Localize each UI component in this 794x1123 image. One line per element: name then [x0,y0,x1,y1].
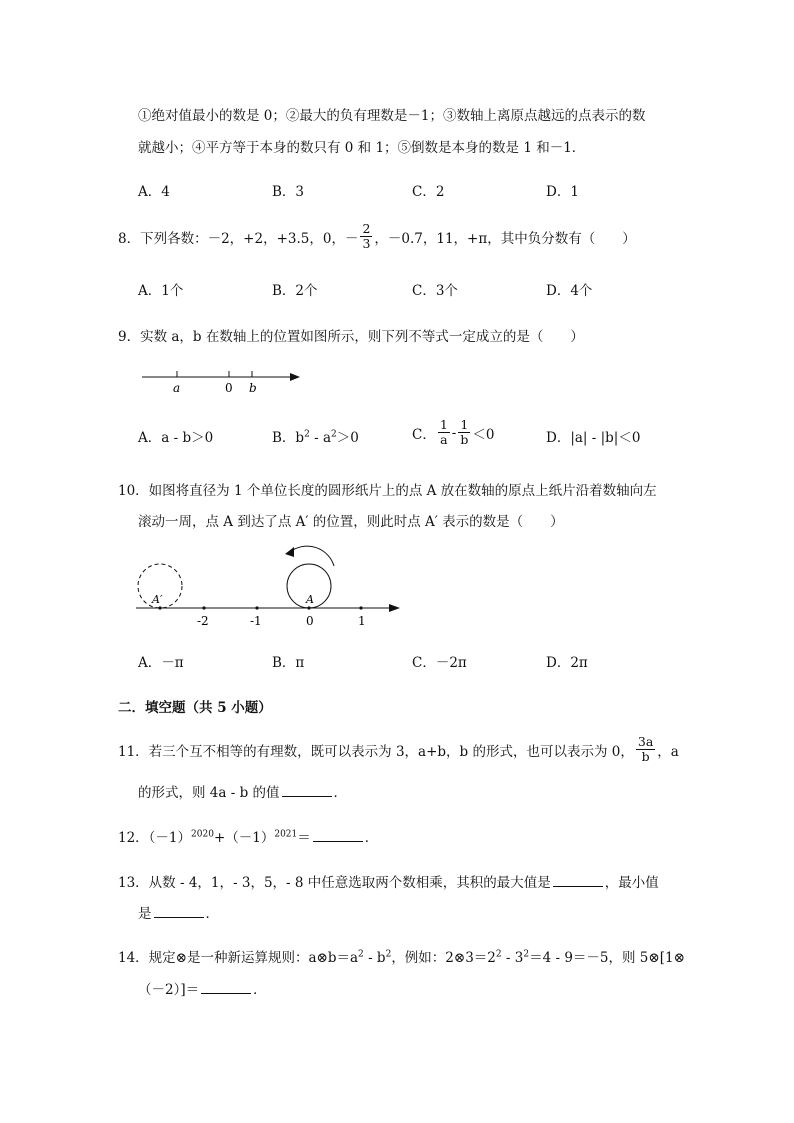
q9-option-b-mid: - a [309,430,331,446]
q9-label-b: b [249,381,257,395]
q10-tick-neg1 [255,606,258,609]
q12-exp2: 2021 [274,829,298,840]
q9-option-c-minus: - [451,424,457,441]
q9-number-line-figure [140,362,310,396]
q14-stem-line2 [138,978,267,998]
q9-option-c-f2-num: 1 [460,417,469,432]
q11-stem-line2 [138,781,347,801]
q10-point-a-prime [158,606,161,609]
q14-answer-blank[interactable] [201,981,251,994]
q10-rolling-arrow-head [285,547,294,557]
q11-line1-before: 11．若三个互不相等的有理数，既可以表示为 3，a+b，b 的形式，也可以表示为 0， [118,743,634,760]
q13-max-answer-blank[interactable] [553,874,603,887]
q9-option-c-suffix: ＜0 [472,426,495,443]
q8-option-d[interactable]: D．4个 [546,283,593,299]
q14-sup2: 2 [385,949,392,960]
q9-option-c-f1-num: 1 [439,417,448,432]
q8-stem-after: ，－0.7，11，+π，其中负分数有（ ） [374,230,636,247]
q10-stem-line1: 10．如图将直径为 1 个单位长度的圆形纸片上的点 A 放在数轴的原点上纸片沿着数轴向左 [118,483,657,499]
q14-mid2: ，例如：2⊗3＝2 [391,950,496,966]
q8-option-b[interactable]: B．2个 [272,283,318,299]
q14-line2-before: （－2）]＝ [138,982,200,998]
q9-option-c-fraction2 [458,418,470,448]
q14-line1: 14．规定⊗是一种新运算规则：a⊗b＝a [118,950,359,966]
q11-answer-blank[interactable] [282,784,332,797]
q11-fraction-denominator: b [641,749,650,765]
q12-eq: ＝ [297,830,311,846]
q13-line2-after: ． [205,906,219,922]
q9-option-a[interactable]: A．a - b＞0 [138,430,214,446]
q10-option-b[interactable]: B．π [272,655,305,671]
q10-rolling-circle-figure [130,540,410,632]
q9-option-c-prefix: C． [412,426,436,443]
q9-option-b-exp2: 2 [331,429,337,440]
q10-label-a: A [306,593,314,606]
q11-stem-line1 [118,735,679,765]
q10-label-1: 1 [358,614,366,628]
q13-line1-after: ，最小值 [604,875,659,891]
q8-option-c[interactable]: C．3个 [412,283,458,299]
q9-option-b-suffix: ＞0 [336,430,359,446]
q14-sup1: 2 [358,949,364,960]
q8-fraction [360,222,372,252]
q13-line1-before: 13．从数 - 4，1，- 3，5，- 8 中任意选取两个数相乘，其积的最大值是 [118,875,551,891]
q13-min-answer-blank[interactable] [154,905,204,918]
q10-option-d[interactable]: D．2π [546,655,588,671]
q10-stem-line2: 滚动一周，点 A 到达了点 A′ 的位置，则此时点 A′ 表示的数是（ ） [138,514,564,530]
q9-axis-arrow [290,373,300,381]
q8-stem [118,222,636,252]
q7-option-a[interactable]: A．4 [138,184,170,200]
q8-option-a[interactable]: A．1个 [138,283,184,299]
q9-label-0: 0 [225,381,233,395]
q7-option-d[interactable]: D．1 [546,184,579,200]
q14-stem-line1 [118,946,685,966]
q11-line2-before: 的形式，则 4a - b 的值 [138,785,280,801]
q9-option-c[interactable] [412,418,494,448]
q7-option-b[interactable]: B．3 [272,184,305,200]
q8-fraction-numerator: 2 [362,221,371,236]
q11-line1-after: ，a [657,743,679,760]
q10-label-0: 0 [306,614,314,628]
q7-option-c[interactable]: C．2 [412,184,445,200]
q14-sup4: 2 [523,949,530,960]
q10-label-neg1: -1 [250,614,262,628]
q14-line2-after: ． [253,982,267,998]
q7-statement-line1: ①绝对值最小的数是 0；②最大的负有理数是－1；③数轴上离原点越远的点表示的数 [138,108,646,124]
q14-mid3: - 3 [501,950,524,966]
q9-option-b[interactable] [272,426,359,446]
section-fill-in-title: 二．填空题（共 5 小题） [118,700,272,716]
q13-line2-before: 是 [138,906,152,922]
q9-option-b-prefix: B．b [272,430,305,446]
q9-option-c-f1-den: a [440,432,448,448]
q9-option-c-f2-den: b [460,432,469,448]
q8-stem-before: 8．下列各数：－2，+2，+3.5，0，－ [118,230,359,247]
q9-option-b-exp1: 2 [304,429,310,440]
q11-fraction [636,735,655,765]
q8-fraction-denominator: 3 [362,236,371,252]
q10-axis-arrow [389,604,400,612]
q11-fraction-numerator: 3a [637,734,654,749]
q11-line2-after: ． [333,785,348,801]
q12-answer-blank[interactable] [313,829,363,842]
q9-stem: 9．实数 a，b 在数轴上的位置如图所示，则下列不等式一定成立的是（ ） [118,329,584,345]
q14-tail: ＝4 - 9＝－5，则 5⊗[1⊗ [529,950,685,966]
q10-option-c[interactable]: C．－2π [412,655,467,671]
q9-option-c-fraction1 [438,418,450,448]
q10-tick-1 [359,606,362,609]
q10-rolling-arrow-path [290,546,334,566]
q10-tick-0 [307,606,310,609]
q12-prefix: 12．（－1） [118,830,192,846]
q12-suffix: ． [364,830,379,846]
q13-stem-line2 [138,902,219,922]
q14-mid1: - b [363,950,386,966]
q12-stem [118,826,378,846]
q13-stem-line1 [118,871,659,891]
q10-label-a-prime: A′ [152,593,163,606]
q10-label-neg2: -2 [197,614,209,628]
q9-label-a: a [173,381,181,395]
q10-option-a[interactable]: A．－π [138,655,184,671]
q14-sup3: 2 [495,949,502,960]
q12-exp1: 2020 [191,829,214,840]
q9-option-d[interactable]: D．|a| - |b|＜0 [546,430,641,446]
q12-mid: +（－1） [213,830,275,846]
q7-statement-line2: 就越小；④平方等于本身的数只有 0 和 1；⑤倒数是本身的数是 1 和－1． [138,140,586,156]
q10-tick-neg2 [202,606,205,609]
